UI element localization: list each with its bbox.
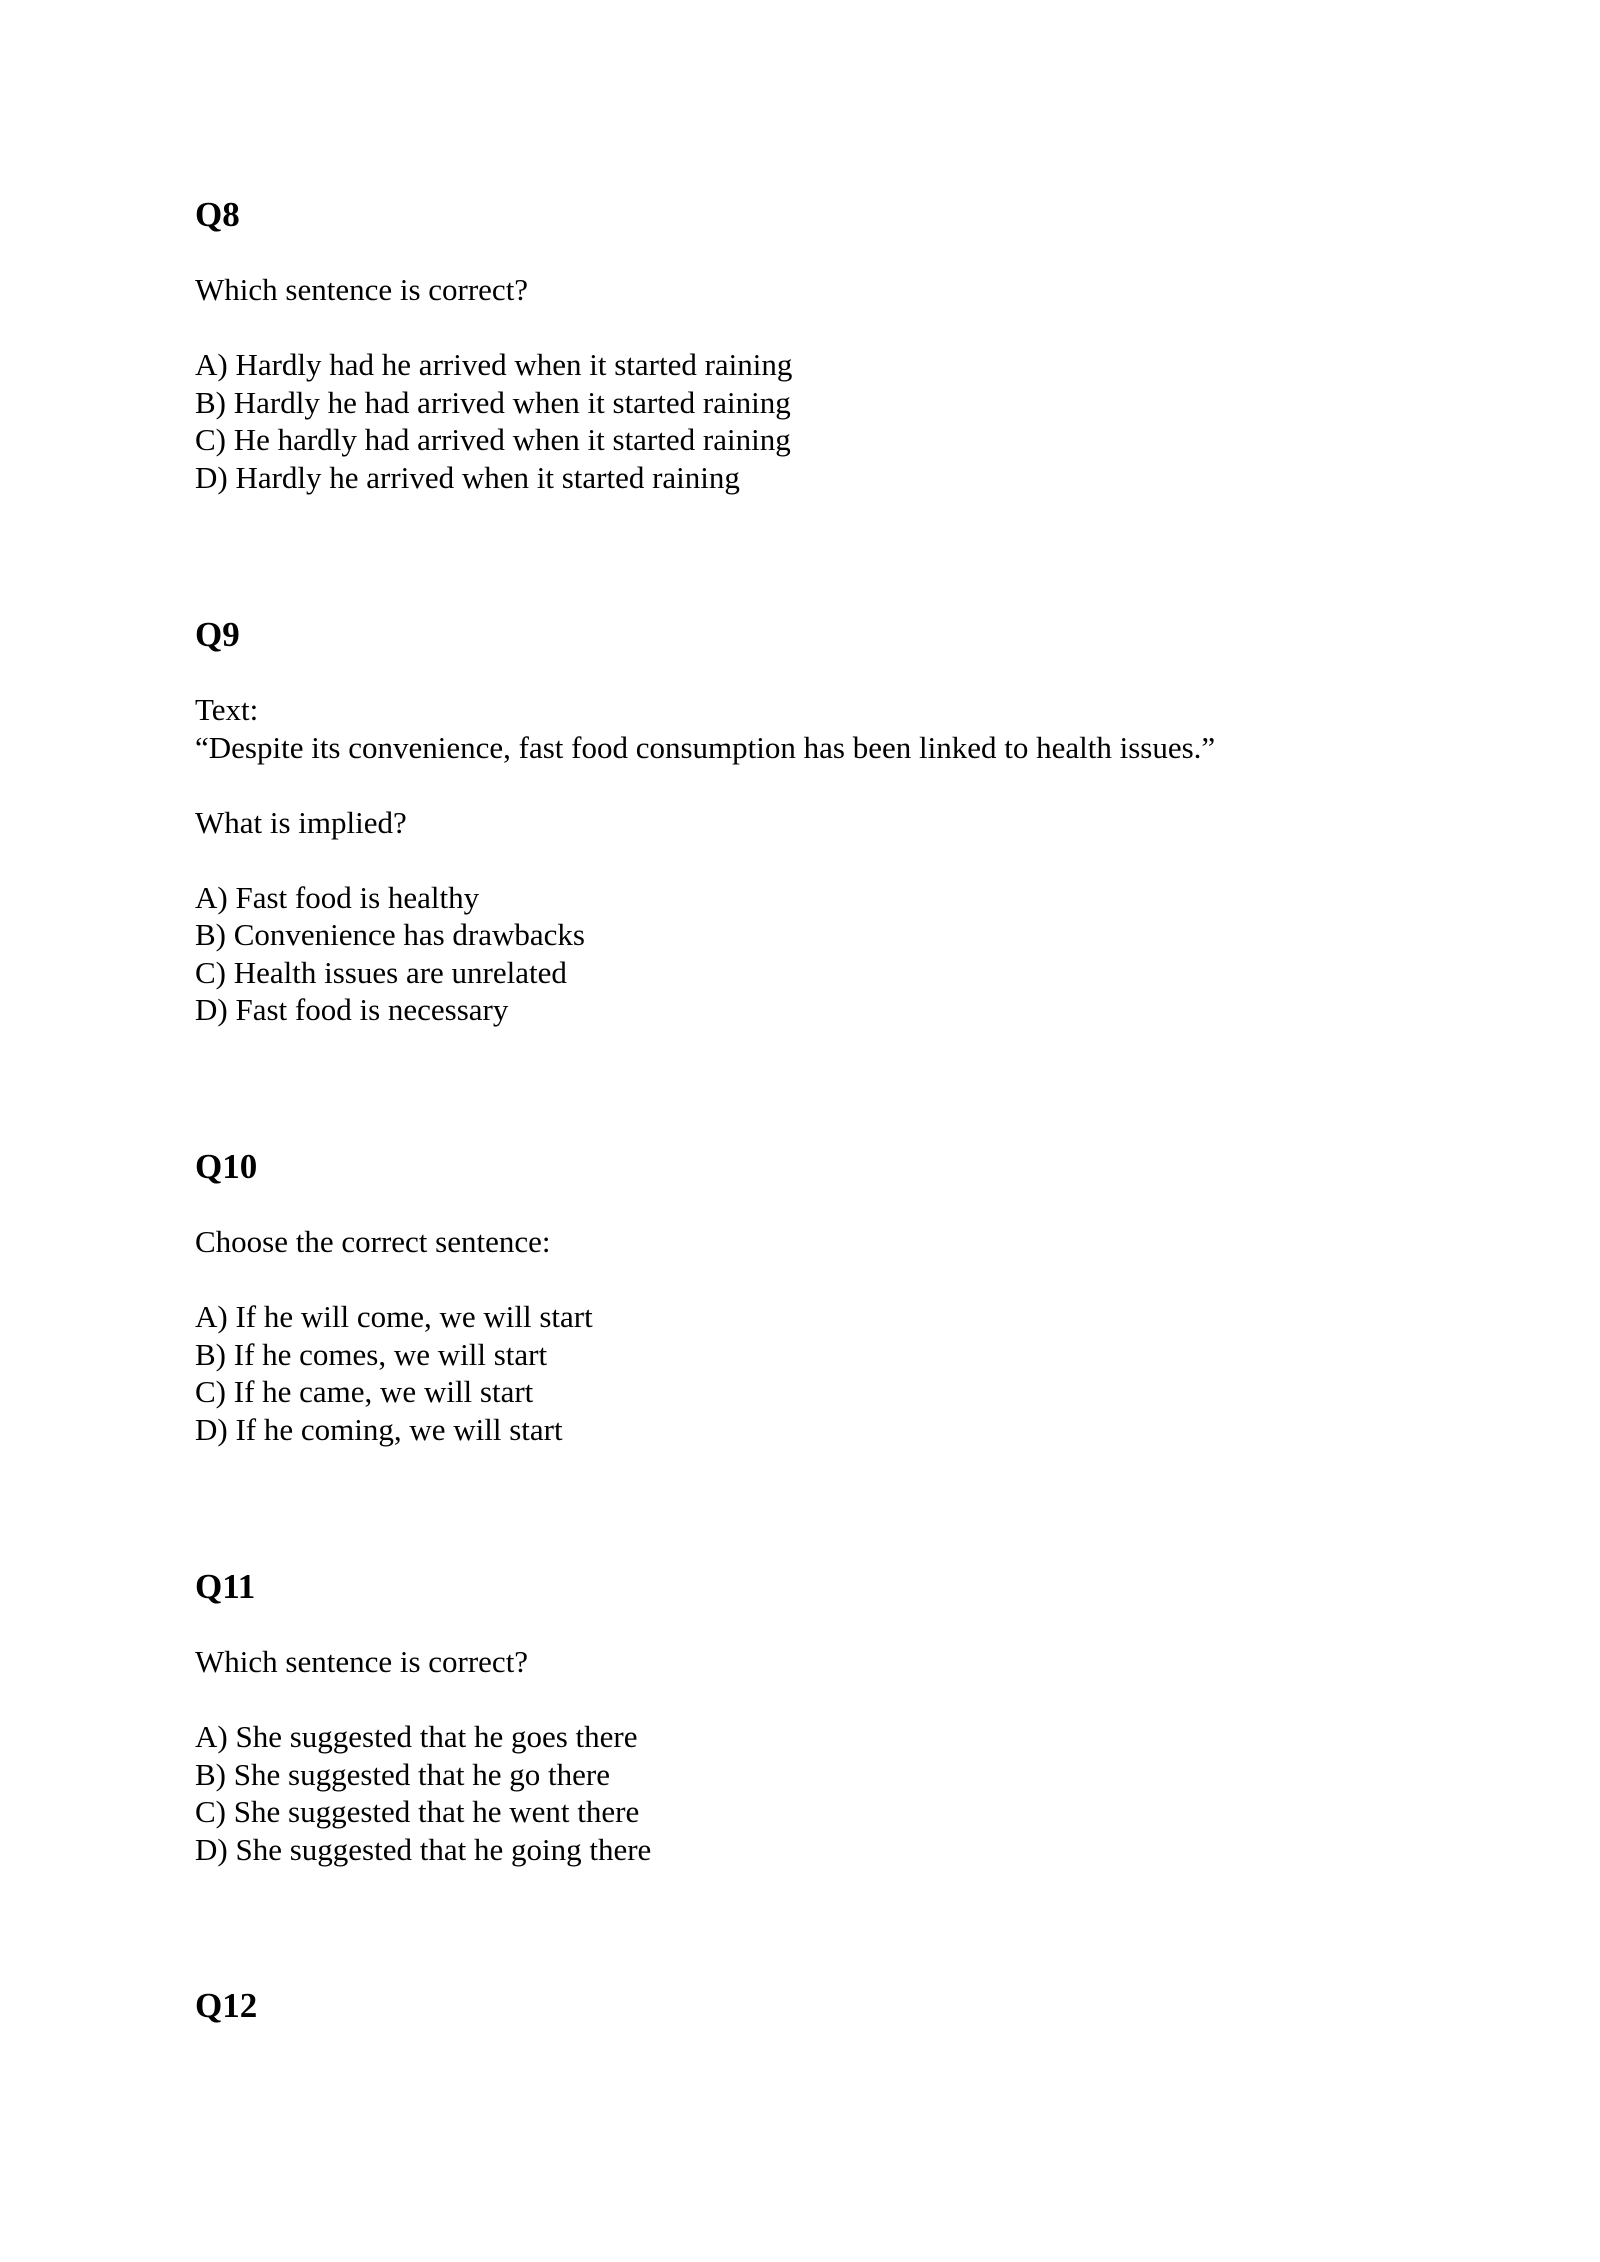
question-block-q8	[195, 195, 1445, 496]
answer-option-b: B) Convenience has drawbacks	[195, 917, 585, 952]
question-stem: Choose the correct sentence:	[195, 1224, 551, 1259]
question-block-q12	[195, 1986, 1445, 2026]
text-label: Text:	[195, 692, 259, 727]
answer-option-d: D) Hardly he arrived when it started raining	[195, 459, 740, 495]
answer-option-c: C) If he came, we will start	[195, 1374, 534, 1409]
answer-option-b: B) Hardly he had arrived when it started raining	[195, 384, 791, 420]
question-block-q9	[195, 615, 1445, 1029]
question-block-q10	[195, 1147, 1445, 1448]
answer-option-c: C) She suggested that he went there	[195, 1794, 640, 1829]
question-stem: Which sentence is correct?	[195, 1644, 529, 1679]
question-heading: Q12	[195, 1986, 258, 2025]
question-stem: Which sentence is correct?	[195, 272, 529, 307]
answer-option-c: C) He hardly had arrived when it started raining	[195, 422, 791, 457]
answer-option-b: B) She suggested that he go there	[195, 1756, 610, 1792]
answer-option-d: D) She suggested that he going there	[195, 1831, 652, 1867]
answer-option-a: A) She suggested that he goes there	[195, 1719, 638, 1754]
answer-option-a: A) Fast food is healthy	[195, 879, 480, 915]
question-heading: Q9	[195, 615, 240, 654]
text-quote: “Despite its convenience, fast food consumption has been linked to health issues.”	[195, 729, 1216, 765]
question-stem: What is implied?	[195, 804, 407, 840]
question-heading: Q8	[195, 195, 240, 234]
answer-option-a: A) If he will come, we will start	[195, 1299, 593, 1334]
answer-option-d: D) Fast food is necessary	[195, 992, 509, 1027]
question-heading: Q11	[195, 1567, 256, 1606]
answer-option-b: B) If he comes, we will start	[195, 1336, 548, 1372]
answer-option-d: D) If he coming, we will start	[195, 1411, 563, 1447]
answer-option-a: A) Hardly had he arrived when it started raining	[195, 347, 793, 382]
question-block-q11	[195, 1567, 1445, 1868]
answer-option-c: C) Health issues are unrelated	[195, 954, 567, 990]
question-heading: Q10	[195, 1147, 258, 1186]
